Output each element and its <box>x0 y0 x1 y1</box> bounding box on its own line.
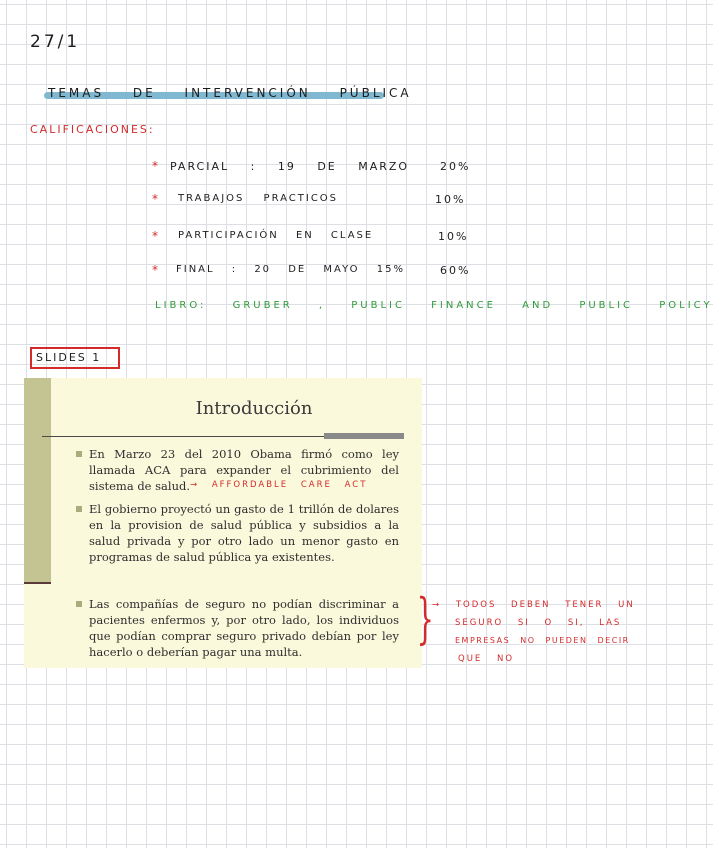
page-title: TEMAS DE INTERVENCIÓN PÚBLICA <box>48 86 412 100</box>
grading-item: PARCIAL : 19 DE MARZO <box>170 160 410 173</box>
star-bullet-icon: * <box>152 192 160 206</box>
slide-bullet-text: En Marzo 23 del 2010 Obama firmó como ley llamada ACA para expander el cubrimiento del sistema de salud. <box>89 447 399 493</box>
side-note-line: → TODOS DEBEN TENER UN <box>432 600 635 610</box>
grading-item: FINAL : 20 DE MAYO 15% <box>176 264 405 275</box>
date: 27/1 <box>30 32 81 52</box>
slide-side-bar-line <box>24 582 51 584</box>
slides-label: SLIDES 1 <box>36 351 102 364</box>
star-bullet-icon: * <box>152 159 160 173</box>
grading-pct: 60% <box>440 264 471 277</box>
book-reference: LIBRO: GRUBER , PUBLIC FINANCE AND PUBLIC POLICY <box>155 300 713 311</box>
grading-pct: 20% <box>440 160 471 173</box>
bullet-square-icon <box>76 451 82 457</box>
slide-bullet <box>89 596 399 660</box>
grading-item: PARTICIPACIÓN EN CLASE <box>178 230 374 241</box>
slide-image <box>24 378 422 668</box>
side-note-line: SEGURO SI O SI, LAS <box>455 618 622 628</box>
side-note-line: EMPRESAS NO PUEDEN DECIR <box>455 636 630 645</box>
slide-title: Introducción <box>195 398 313 419</box>
slide-bullet <box>89 501 399 565</box>
slide-bullet-text: Las compañías de seguro no podían discriminar a pacientes enfermos y, por otro lado, los individuos que podían comprar seguro privado debían por ley hacerlo o deberían pagar una multa. <box>89 597 399 659</box>
side-note-line: QUE NO <box>458 654 515 664</box>
calificaciones-label: CALIFICACIONES: <box>30 123 155 136</box>
slide-side-bar <box>24 378 51 584</box>
slide-bullet-text: El gobierno proyectó un gasto de 1 trillón de dolares en la provision de salud pública y subsidios a la salud privada y por otro lado un menor gasto en programas de salud pública ya existentes. <box>89 502 399 564</box>
slide-divider-accent <box>324 433 404 439</box>
bullet-square-icon <box>76 601 82 607</box>
star-bullet-icon: * <box>152 263 160 277</box>
grading-pct: 10% <box>435 193 466 206</box>
bullet-square-icon <box>76 506 82 512</box>
star-bullet-icon: * <box>152 229 160 243</box>
grading-item: TRABAJOS PRACTICOS <box>178 193 339 204</box>
grading-pct: 10% <box>438 230 469 243</box>
aca-annotation: → AFFORDABLE CARE ACT <box>190 480 368 490</box>
brace-icon: } <box>416 587 434 650</box>
